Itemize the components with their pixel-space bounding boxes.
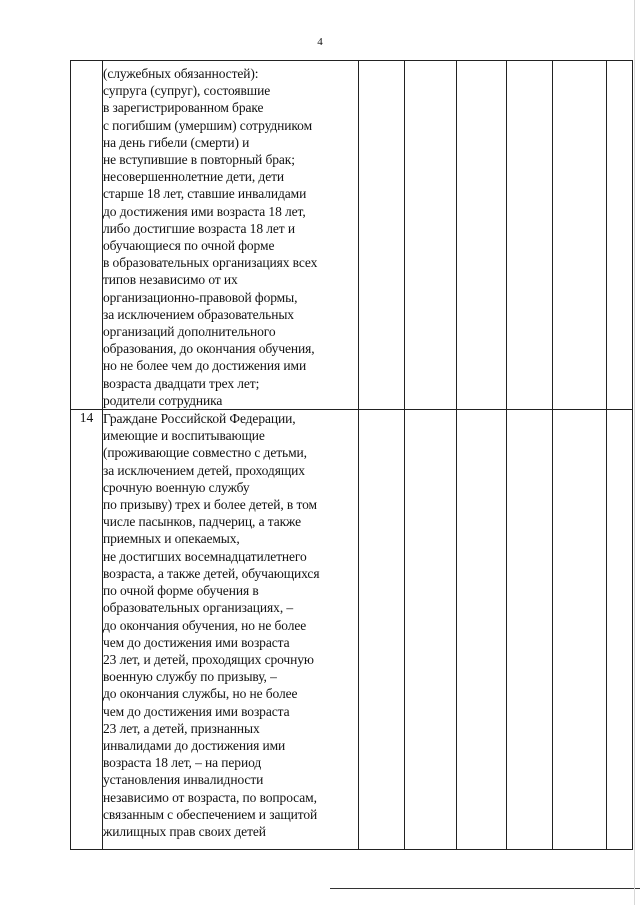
text-line: до окончания службы, но не более [103,686,298,702]
text-line: обучающиеся по очной форме [103,238,275,254]
text-line: на день гибели (смерти) и [103,134,250,150]
text-line: возраста, а также детей, обучающихся [103,565,320,581]
text-line: по призыву) трех и более детей, в том [103,497,317,513]
text-line: независимо от возраста, по вопросам, [103,789,317,805]
empty-cell [405,61,457,410]
text-line: в образовательных организациях всех [103,255,318,271]
empty-cell [359,61,405,410]
text-line: (служебных обязанностей): [103,66,259,81]
empty-cell [405,410,457,850]
text-line: либо достигшие возраста 18 лет и [103,220,295,236]
text-line: до достижения ими возраста 18 лет, [103,203,306,219]
text-line: в зарегистрированном браке [103,100,264,116]
text-line: возраста 18 лет, – на период [103,755,262,771]
empty-cell [457,410,507,850]
text-line: не вступившие в повторный брак; [103,152,295,168]
bottom-rule [330,888,640,889]
text-line: инвалидами до достижения ими [103,737,286,753]
text-line: 23 лет, а детей, признанных [103,720,260,736]
empty-cell [607,410,633,850]
table-row [71,410,633,850]
text-line: до окончания обучения, но не более [103,617,307,633]
text-line: по очной форме обучения в [103,583,259,599]
text-line: Граждане Российской Федерации, [103,411,296,427]
text-line: несовершеннолетние дети, дети [103,169,285,185]
text-line: установления инвалидности [103,772,264,788]
text-line: связанным с обеспечением и защитой [103,806,318,822]
page-number: 4 [317,36,323,48]
text-line: приемных и опекаемых, [103,531,240,547]
empty-cell [607,61,633,410]
text-line: 23 лет, и детей, проходящих срочную [103,651,314,667]
empty-cell [553,61,607,410]
text-line: типов независимо от их [103,272,238,288]
empty-cell [507,61,553,410]
document-table [70,60,633,850]
text-line: образовательных организациях, – [103,600,294,616]
text-line: возраста двадцати трех лет; [103,375,260,391]
text-line: чем до достижения ими возраста [103,703,290,719]
text-line: родители сотрудника [103,392,223,408]
text-line: супруга (супруг), состоявшие [103,83,271,99]
row-number [71,61,103,410]
row-number: 14 [71,410,103,850]
text-line: организационно-правовой формы, [103,289,298,305]
text-line: с погибшим (умершим) сотрудником [103,117,313,133]
text-line: не достигших восемнадцатилетнего [103,548,307,564]
text-line: организаций дополнительного [103,324,276,340]
page-edge [634,0,635,905]
text-line: срочную военную службу [103,479,250,495]
empty-cell [553,410,607,850]
text-line: (проживающие совместно с детьми, [103,445,307,461]
text-line: жилищных прав своих детей [103,823,266,839]
empty-cell [359,410,405,850]
text-line: военную службу по призыву, – [103,669,277,685]
text-line: за исключением образовательных [103,306,294,322]
text-line: имеющие и воспитывающие [103,428,265,444]
table-row [71,61,633,410]
text-line: за исключением детей, проходящих [103,462,305,478]
text-line: но не более чем до достижения ими [103,358,307,374]
text-line: старше 18 лет, ставшие инвалидами [103,186,307,202]
text-line: образования, до окончания обучения, [103,341,315,357]
text-line: числе пасынков, падчериц, а также [103,514,302,530]
row-description [103,410,359,850]
empty-cell [457,61,507,410]
text-line: чем до достижения ими возраста [103,634,290,650]
empty-cell [507,410,553,850]
row-description [103,61,359,410]
